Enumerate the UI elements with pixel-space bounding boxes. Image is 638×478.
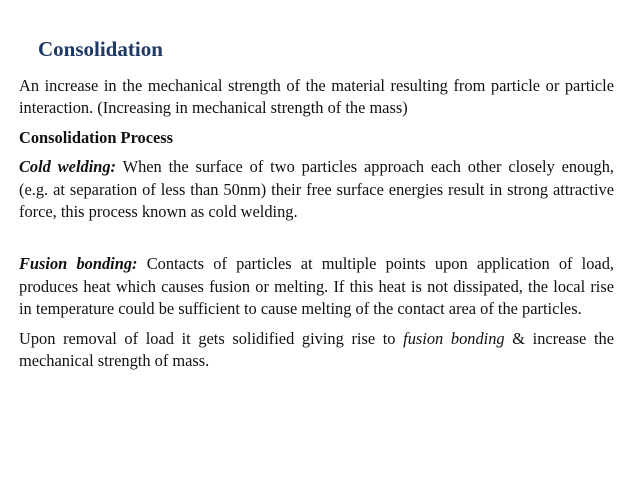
- cold-welding-paragraph: [19, 156, 614, 223]
- fusion-bonding-text: Contacts of particles at multiple points upon application of load, produces heat which causes fusion or melting. If this heat is not dissipated, the local rise in temperature could be sufficient to cause melting of the contact area of the particles.: [19, 254, 614, 319]
- slide-body: [19, 75, 614, 372]
- fusion-bonding-term: Fusion bonding:: [19, 254, 138, 274]
- cold-welding-text: When the surface of two particles approach each other closely enough, (e.g. at separation of less than 50nm) their free surface energies result in strong attractive force, this process known as cold welding.: [19, 157, 614, 222]
- slide-title: Consolidation: [38, 37, 163, 61]
- process-heading: Consolidation Process: [19, 127, 174, 147]
- definition-paragraph: An increase in the mechanical strength of the material resulting from particle or particle interaction. (Increasing in mechanical strength of the mass): [19, 76, 614, 118]
- removal-text-before: Upon removal of load it gets solidified giving rise to: [19, 328, 404, 348]
- removal-paragraph: [19, 328, 614, 373]
- cold-welding-term: Cold welding:: [19, 157, 117, 177]
- removal-emphasis: fusion bonding: [403, 328, 505, 348]
- removal-text-after: & increase the mechanical strength of mass.: [19, 328, 614, 371]
- fusion-bonding-paragraph: [19, 253, 614, 320]
